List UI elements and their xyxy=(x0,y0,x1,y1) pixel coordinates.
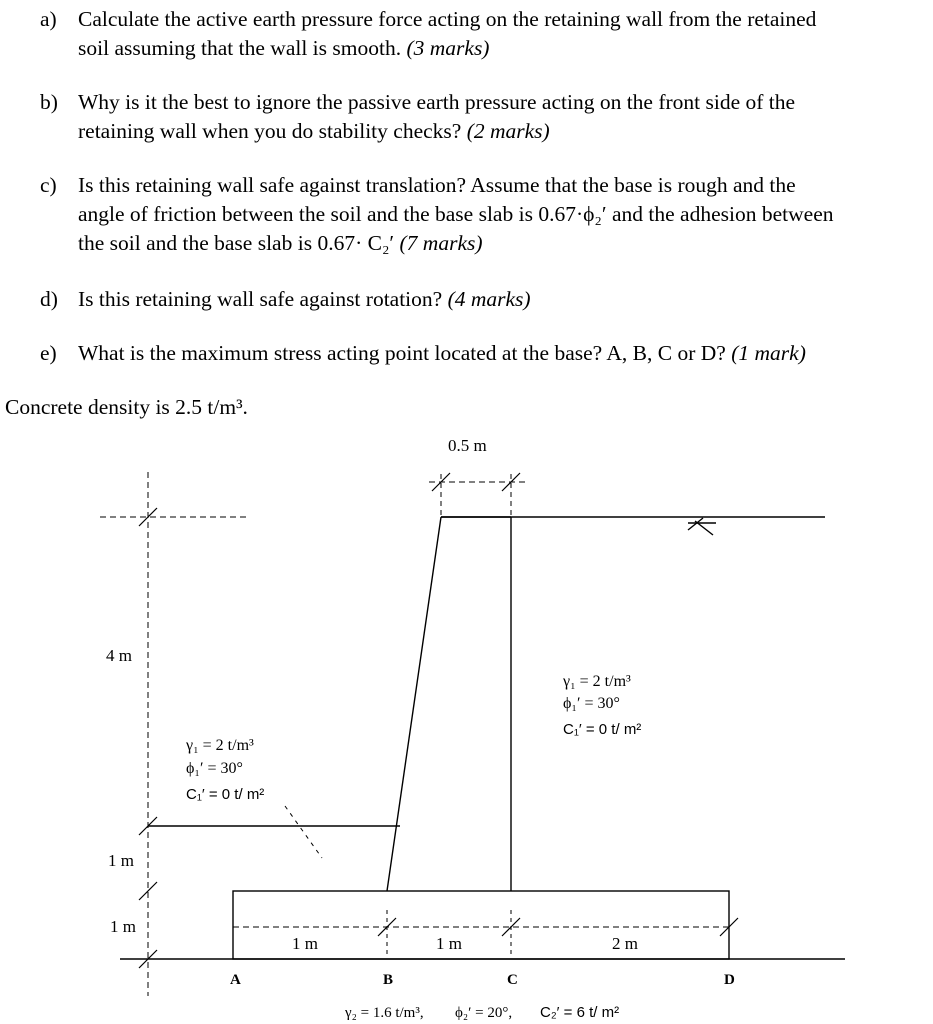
height-label-upper: 4 m xyxy=(106,646,132,665)
question-text: angle of friction between the soil and the base slab is 0.67·ϕ₂′ and the adhesion between xyxy=(78,202,834,226)
point-a-label: A xyxy=(230,972,241,988)
question-label: a) xyxy=(40,7,57,31)
base-width-bc: 1 m xyxy=(436,934,462,953)
wall-front-face xyxy=(387,517,441,891)
question-text: retaining wall when you do stability checks? xyxy=(78,119,467,143)
base-width-cd: 2 m xyxy=(612,934,638,953)
right-soil-c: C₁′ = 0 t/ m² xyxy=(563,721,642,738)
height-label-middle: 1 m xyxy=(108,851,134,870)
right-soil-phi: ϕ₁′ = 30° xyxy=(563,695,620,712)
question-text: soil assuming that the wall is smooth. xyxy=(78,36,407,60)
question-label: c) xyxy=(40,173,57,197)
point-d-label: D xyxy=(724,972,735,988)
right-soil-gamma: γ₁ = 2 t/m³ xyxy=(563,673,631,690)
concrete-density-note: Concrete density is 2.5 t/m³. xyxy=(5,395,248,419)
left-soil-gamma: γ₁ = 2 t/m³ xyxy=(186,737,254,754)
question-text: Is this retaining wall safe against translation? Assume that the base is rough and the xyxy=(78,173,796,197)
height-label-lower: 1 m xyxy=(110,917,136,936)
base-soil-gamma: γ₂ = 1.6 t/m³, xyxy=(345,1005,424,1021)
question-text: Calculate the active earth pressure force acting on the retaining wall from the retained xyxy=(78,7,817,31)
question-marks: (7 marks) xyxy=(399,231,483,255)
question-marks: (1 mark) xyxy=(731,341,806,365)
question-marks: (2 marks) xyxy=(466,119,550,143)
question-label: b) xyxy=(40,90,58,114)
question-text: Why is it the best to ignore the passive earth pressure acting on the front side of the xyxy=(78,90,796,114)
left-soil-c: C₁′ = 0 t/ m² xyxy=(186,786,265,803)
question-label: d) xyxy=(40,287,58,311)
base-width-ab: 1 m xyxy=(292,934,318,953)
question-marks: (4 marks) xyxy=(447,287,531,311)
ground-symbol-icon xyxy=(688,518,716,535)
point-b-label: B xyxy=(383,972,394,988)
base-soil-phi: ϕ₂′ = 20°, xyxy=(455,1005,513,1021)
question-label: e) xyxy=(40,341,57,365)
top-width-label: 0.5 m xyxy=(448,436,487,455)
question-text: Is this retaining wall safe against rotation? xyxy=(78,287,448,311)
question-text: the soil and the base slab is 0.67· C₂′ xyxy=(78,231,400,255)
question-text: What is the maximum stress acting point located at the base? A, B, C or D? xyxy=(78,341,732,365)
base-soil-c: C₂′ = 6 t/ m² xyxy=(540,1004,620,1021)
left-soil-phi: ϕ₁′ = 30° xyxy=(186,760,243,777)
point-c-label: C xyxy=(507,972,518,988)
question-marks: (3 marks) xyxy=(406,36,490,60)
